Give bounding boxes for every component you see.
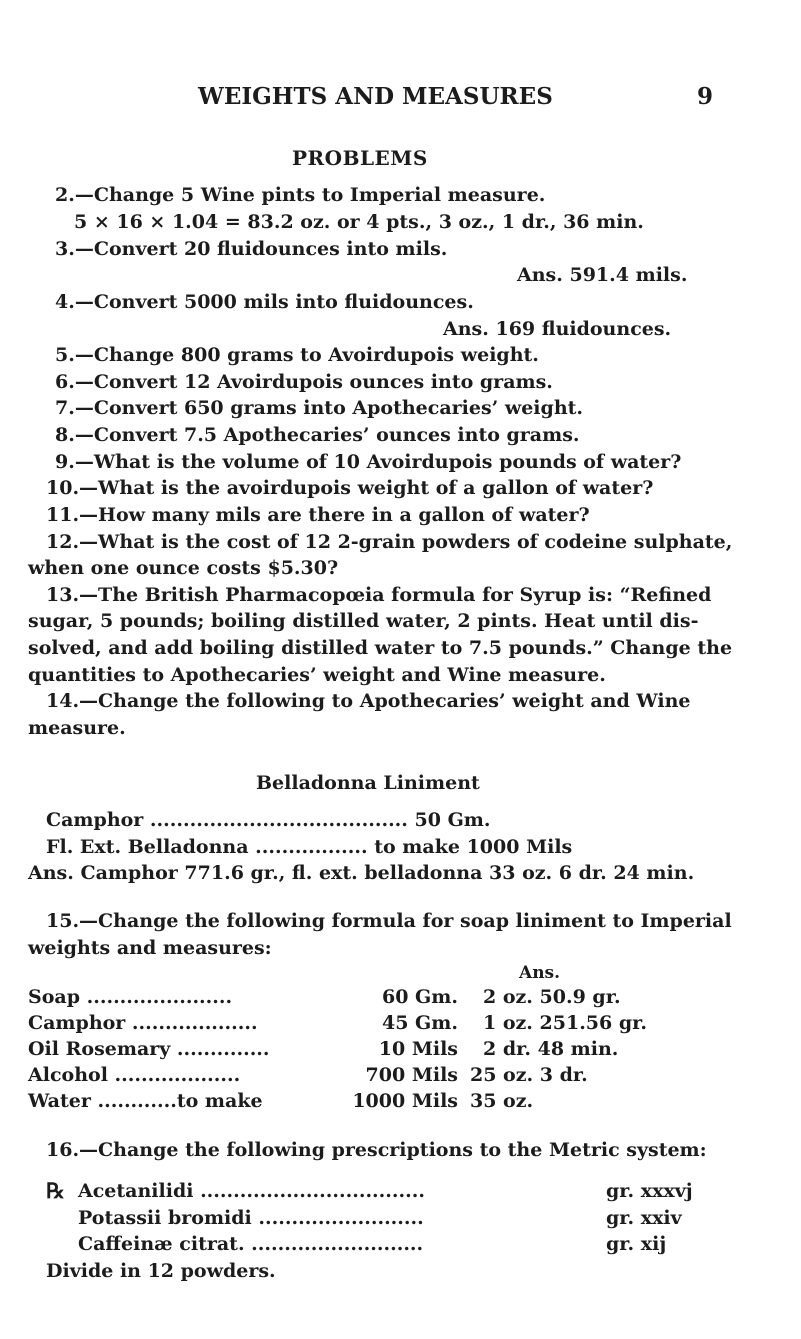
belladonna-row-camphor: Camphor ....................................... 50 Gm. (46, 809, 491, 831)
problem-8: 8.—Convert 7.5 Apothecaries’ ounces into grams. (55, 424, 580, 446)
table-row (28, 1038, 768, 1062)
problem-12-line-1: 12.—What is the cost of 12 2-grain powders of codeine sulphate, (46, 531, 733, 553)
recipe-symbol-icon: ℞ (46, 1178, 65, 1203)
problem-16: 16.—Change the following prescriptions to the Metric system: (46, 1139, 707, 1161)
drug-quantity: gr. xxiv (606, 1207, 682, 1229)
ingredient-quantity: 10 Mils (378, 1038, 458, 1060)
table-row (78, 1180, 768, 1204)
ingredient-quantity: 700 Mils (365, 1064, 458, 1086)
page-number: 9 (697, 83, 714, 110)
problem-2-calculation: 5 × 16 × 1.04 = 83.2 oz. or 4 pts., 3 oz., 1 dr., 36 min. (74, 211, 644, 233)
ingredient-name: Oil Rosemary .............. (28, 1038, 270, 1060)
problem-15-line-1: 15.—Change the following formula for soap liniment to Imperial (46, 910, 732, 932)
problem-13-line-2: sugar, 5 pounds; boiling distilled water, 2 pints. Heat until dis- (28, 610, 699, 632)
problem-12-line-2: when one ounce costs $5.30? (28, 557, 339, 579)
problem-3: 3.—Convert 20 fluidounces into mils. (55, 238, 448, 260)
drug-name: Acetanilidi .................................. (78, 1180, 425, 1202)
problem-13-line-1: 13.—The British Pharmacopœia formula for Syrup is: “Refined (46, 584, 712, 606)
ingredient-answer: 1 oz. 251.56 gr. (483, 1012, 648, 1034)
soap-answers-header: Ans. (519, 963, 561, 983)
running-title: WEIGHTS AND MEASURES (198, 83, 553, 110)
problem-5: 5.—Change 800 grams to Avoirdupois weight. (55, 344, 539, 366)
table-row (78, 1207, 768, 1231)
problem-9: 9.—What is the volume of 10 Avoirdupois pounds of water? (55, 451, 682, 473)
section-title: PROBLEMS (292, 146, 428, 170)
ingredient-quantity: 1000 Mils (352, 1090, 458, 1112)
problem-2: 2.—Change 5 Wine pints to Imperial measure. (55, 184, 546, 206)
ingredient-answer: 2 dr. 48 min. (483, 1038, 619, 1060)
problem-13-line-3: solved, and add boiling distilled water to 7.5 pounds.” Change the (28, 637, 733, 659)
drug-name: Potassii bromidi ......................... (78, 1207, 424, 1229)
ingredient-quantity: 60 Gm. (382, 986, 458, 1008)
problem-6: 6.—Convert 12 Avoirdupois ounces into grams. (55, 371, 553, 393)
prescription-footer: Divide in 12 powders. (46, 1260, 276, 1282)
problem-13-line-4: quantities to Apothecaries’ weight and Wine measure. (28, 664, 606, 686)
ingredient-answer: 35 oz. (470, 1090, 534, 1112)
table-row (28, 1012, 768, 1036)
ingredient-name: Alcohol ................... (28, 1064, 241, 1086)
ingredient-name: Soap ...................... (28, 986, 233, 1008)
problem-7: 7.—Convert 650 grams into Apothecaries’ weight. (55, 397, 584, 419)
problem-4: 4.—Convert 5000 mils into fluidounces. (55, 291, 474, 313)
table-row (78, 1233, 768, 1257)
table-row (28, 986, 768, 1010)
ingredient-answer: 2 oz. 50.9 gr. (483, 986, 621, 1008)
problem-3-answer: Ans. 591.4 mils. (517, 264, 688, 286)
belladonna-title: Belladonna Liniment (256, 772, 480, 794)
problem-10: 10.—What is the avoirdupois weight of a gallon of water? (46, 477, 654, 499)
problem-15-line-2: weights and measures: (28, 937, 272, 959)
problem-11: 11.—How many mils are there in a gallon of water? (46, 504, 590, 526)
problem-14-line-2: measure. (28, 717, 126, 739)
ingredient-quantity: 45 Gm. (382, 1012, 458, 1034)
problem-14-line-1: 14.—Change the following to Apothecaries’ weight and Wine (46, 690, 691, 712)
drug-name: Caffeinæ citrat. .......................... (78, 1233, 424, 1255)
drug-quantity: gr. xxxvj (606, 1180, 693, 1202)
table-row (28, 1064, 768, 1088)
belladonna-answer: Ans. Camphor 771.6 gr., fl. ext. belladonna 33 oz. 6 dr. 24 min. (28, 862, 695, 884)
ingredient-name: Water ............to make (28, 1090, 263, 1112)
table-row (28, 1090, 768, 1114)
belladonna-row-extract: Fl. Ext. Belladonna ................. to make 1000 Mils (46, 836, 573, 858)
ingredient-answer: 25 oz. 3 dr. (470, 1064, 588, 1086)
problem-4-answer: Ans. 169 fluidounces. (443, 318, 672, 340)
ingredient-name: Camphor ................... (28, 1012, 258, 1034)
drug-quantity: gr. xij (606, 1233, 667, 1255)
